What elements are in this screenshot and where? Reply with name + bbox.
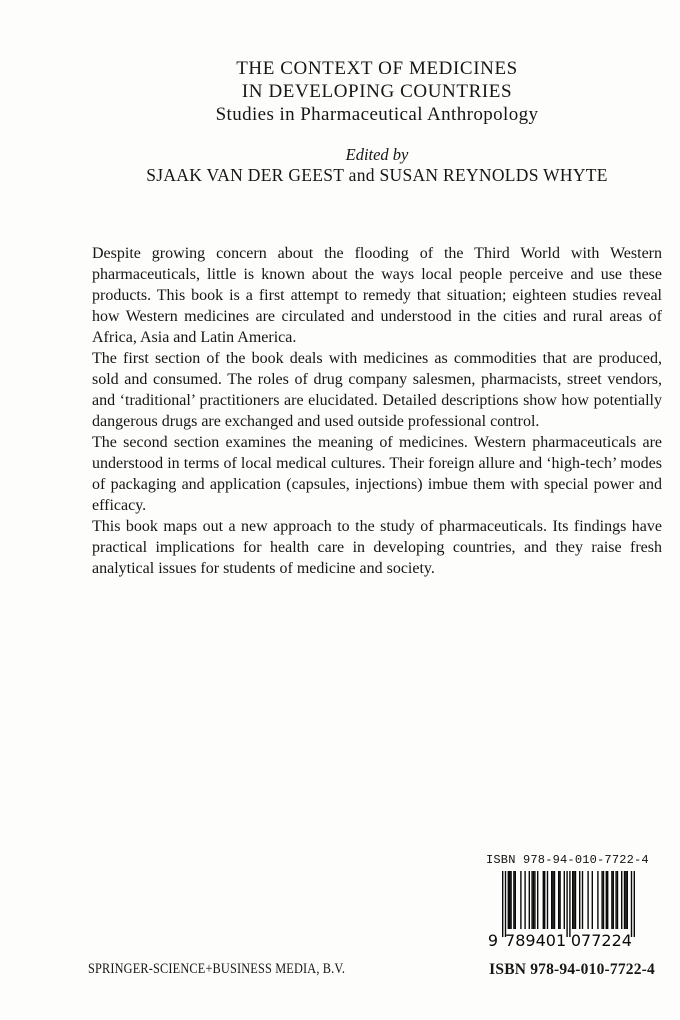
publisher-name: SPRINGER-SCIENCE+BUSINESS MEDIA, B.V. (88, 961, 346, 977)
isbn-barcode-block (486, 853, 649, 949)
editors-names: SJAAK VAN DER GEEST and SUSAN REYNOLDS WHYTE (146, 165, 608, 185)
blurb-paragraph: This book maps out a new approach to the study of pharmaceuticals. Its findings have practical implications for health care in developing countries, and they raise fresh analytical issues for students of medicine and society. (92, 518, 662, 577)
back-cover-blurb (92, 243, 662, 579)
svg-text:789401: 789401 (505, 931, 567, 949)
title-block (92, 57, 662, 127)
blurb-paragraph: Despite growing concern about the flooding of the Third World with Western pharmaceuticals, little is known about the ways local people perceive and use these products. This book is a first attempt to remedy that situation; eighteen studies reveal how Western medicines are circulated and understood in the cities and rural areas of Africa, Asia and Latin America. (92, 245, 662, 346)
blurb-paragraph: The second section examines the meaning of medicines. Western pharmaceuticals are understood in terms of local medical cultures. Their foreign allure and ‘high-tech’ modes of packaging and application (capsules, injections) imbue them with special power and efficacy. (92, 434, 662, 514)
barcode-isbn-label: ISBN 978-94-010-7722-4 (486, 853, 649, 867)
book-subtitle: Studies in Pharmaceutical Anthropology (215, 104, 539, 125)
svg-text:9: 9 (487, 931, 498, 949)
svg-text:077224: 077224 (570, 931, 632, 949)
book-title-line1: THE CONTEXT OF MEDICINES (236, 58, 518, 79)
edited-by-label: Edited by (345, 145, 409, 164)
book-title-line2: IN DEVELOPING COUNTRIES (241, 81, 513, 102)
footer-isbn: ISBN 978-94-010-7722-4 (489, 961, 655, 978)
blurb-paragraph: The first section of the book deals with medicines as commodities that are produced, sold and consumed. The roles of drug company salesmen, pharmacists, street vendors, and ‘traditional’ practitioners are elucidated. Detailed descriptions show how potentially dangerous drugs are exchanged and used outside professional control. (92, 350, 662, 430)
ean13-barcode (486, 871, 638, 949)
